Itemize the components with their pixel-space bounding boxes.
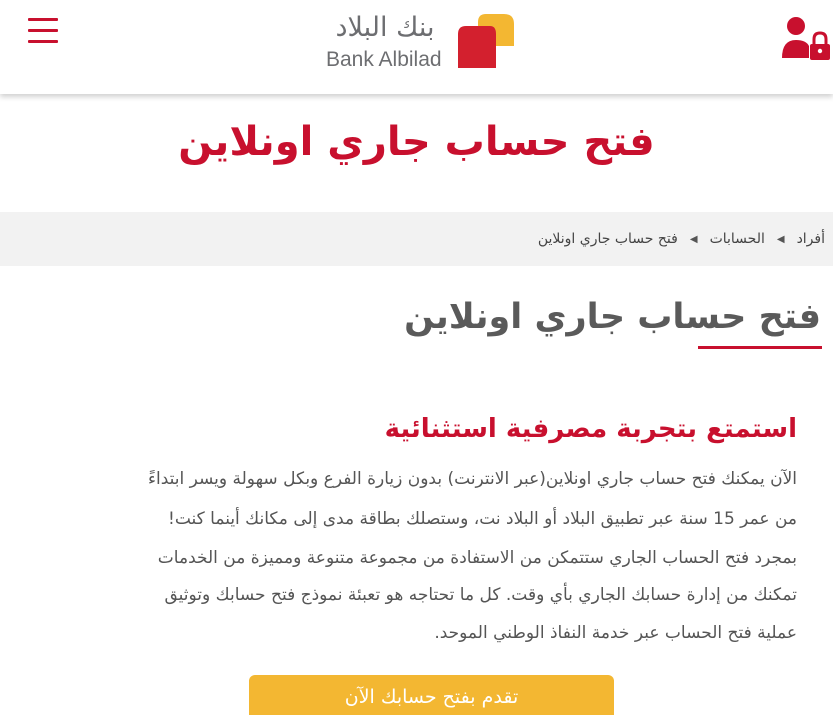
breadcrumb-item-current: فتح حساب جاري اونلاين: [537, 231, 678, 247]
description-line: تمكنك من إدارة حسابك الجاري بأي وقت. كل ما تحتاجه هو تعبئة نموذج فتح حسابك وتوثيق: [164, 585, 797, 605]
logo-arabic-text: بنك البلاد: [335, 12, 435, 43]
logo-english-text: Bank Albilad: [326, 48, 442, 71]
description-line: بمجرد فتح الحساب الجاري ستتمكن من الاستفادة من مجموعة متنوعة ومميزة من الخدمات: [157, 548, 797, 568]
section-subheading: استمتع بتجربة مصرفية استثنائية: [384, 414, 797, 444]
description-line: الآن يمكنك فتح حساب جاري اونلاين(عبر الانترنت) بدون زيارة الفرع وبكل سهولة ويسر ابتداءً: [147, 469, 797, 489]
site-header: [0, 0, 833, 94]
chevron-left-icon: ◀: [689, 233, 698, 245]
chevron-left-icon: ◀: [776, 233, 785, 245]
hero-title: فتح حساب جاري اونلاين: [178, 119, 655, 165]
user-lock-icon[interactable]: [780, 14, 832, 64]
menu-bar: [28, 29, 58, 32]
breadcrumb-item-accounts[interactable]: الحسابات: [709, 231, 765, 247]
description-line: عملية فتح الحساب عبر خدمة النفاذ الوطني الموحد.: [434, 623, 797, 643]
open-account-button[interactable]: تقدم بفتح حسابك الآن: [249, 675, 614, 715]
description-line: من عمر 15 سنة عبر تطبيق البلاد أو البلاد نت، وستصلك بطاقة مدى إلى مكانك أينما كنت!: [168, 509, 797, 529]
hamburger-menu-icon[interactable]: [28, 18, 58, 48]
menu-bar: [28, 40, 58, 43]
breadcrumb-item-individuals[interactable]: أفراد: [796, 231, 825, 247]
menu-bar: [28, 18, 58, 21]
page-title: فتح حساب جاري اونلاين: [404, 297, 821, 337]
bank-logo[interactable]: [326, 8, 521, 74]
breadcrumb: [0, 212, 833, 266]
logo-mark-icon: [456, 10, 516, 70]
title-underline: [698, 346, 822, 349]
